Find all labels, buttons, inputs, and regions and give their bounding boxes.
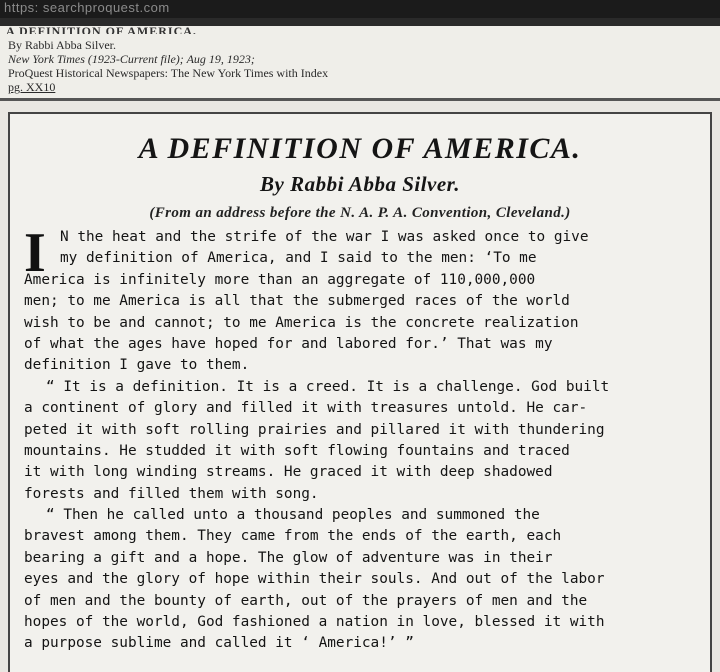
- browser-address-bar[interactable]: [0, 0, 720, 18]
- body-line: wish to be and cannot; to me America is the concrete realization: [24, 314, 579, 331]
- body-line: of what the ages have hoped for and labored for.’ That was my: [24, 335, 553, 352]
- citation-cut-title: A DEFINITION OF AMERICA.: [6, 24, 197, 34]
- body-line: forests and filled them with song.: [24, 485, 319, 502]
- url-text[interactable]: https: searchproquest.com: [4, 0, 170, 15]
- citation-page: pg. XX10: [8, 80, 56, 94]
- body-line: mountains. He studded it with soft flowing fountains and traced: [24, 442, 570, 459]
- body-line: N the heat and the strife of the war I was asked once to give: [60, 229, 589, 245]
- body-line: a purpose sublime and called it ‘ America!’ ”: [24, 635, 414, 652]
- citation-database: ProQuest Historical Newspapers: The New York Times with Index: [8, 66, 329, 80]
- article-byline: By Rabbi Abba Silver.: [260, 172, 460, 196]
- body-line: “ It is a definition. It is a creed. It is a challenge. God built: [46, 378, 610, 395]
- body-line: my definition of America, and I said to the men: ‘To me: [60, 250, 537, 267]
- article-headline: A DEFINITION OF AMERICA.: [138, 132, 582, 165]
- citation-block: [0, 26, 720, 101]
- body-line: it with long winding streams. He graced it with deep shadowed: [24, 464, 553, 481]
- body-line: peted it with soft rolling prairies and pillared it with thundering: [24, 421, 605, 438]
- drop-cap: I: [24, 222, 46, 284]
- body-line: bearing a gift and a hope. The glow of adventure was in their: [24, 549, 553, 566]
- body-line: bravest among them. They came from the ends of the earth, each: [24, 528, 562, 545]
- body-line: “ Then he called unto a thousand peoples and summoned the: [46, 507, 540, 524]
- body-line: definition I gave to them.: [24, 357, 250, 374]
- citation-publication: New York Times (1923-Current file); Aug 19, 1923;: [8, 52, 255, 66]
- body-line: hopes of the world, God fashioned a nation in love, blessed it with: [24, 614, 605, 631]
- article-clipping: [8, 112, 712, 672]
- article-body: [24, 222, 704, 655]
- body-line: of men and the bounty of earth, out of the prayers of men and the: [24, 592, 588, 609]
- citation-author: By Rabbi Abba Silver.: [8, 38, 116, 52]
- body-line: men; to me America is all that the submerged races of the world: [24, 293, 570, 310]
- body-line: eyes and the glory of hope within their souls. And out of the labor: [24, 571, 605, 588]
- article-source-note: (From an address before the N. A. P. A. Convention, Cleveland.): [149, 205, 571, 221]
- body-line: a continent of glory and filled it with treasures untold. He car-: [24, 400, 588, 417]
- body-line: America is infinitely more than an aggregate of 110,000,000: [24, 271, 536, 288]
